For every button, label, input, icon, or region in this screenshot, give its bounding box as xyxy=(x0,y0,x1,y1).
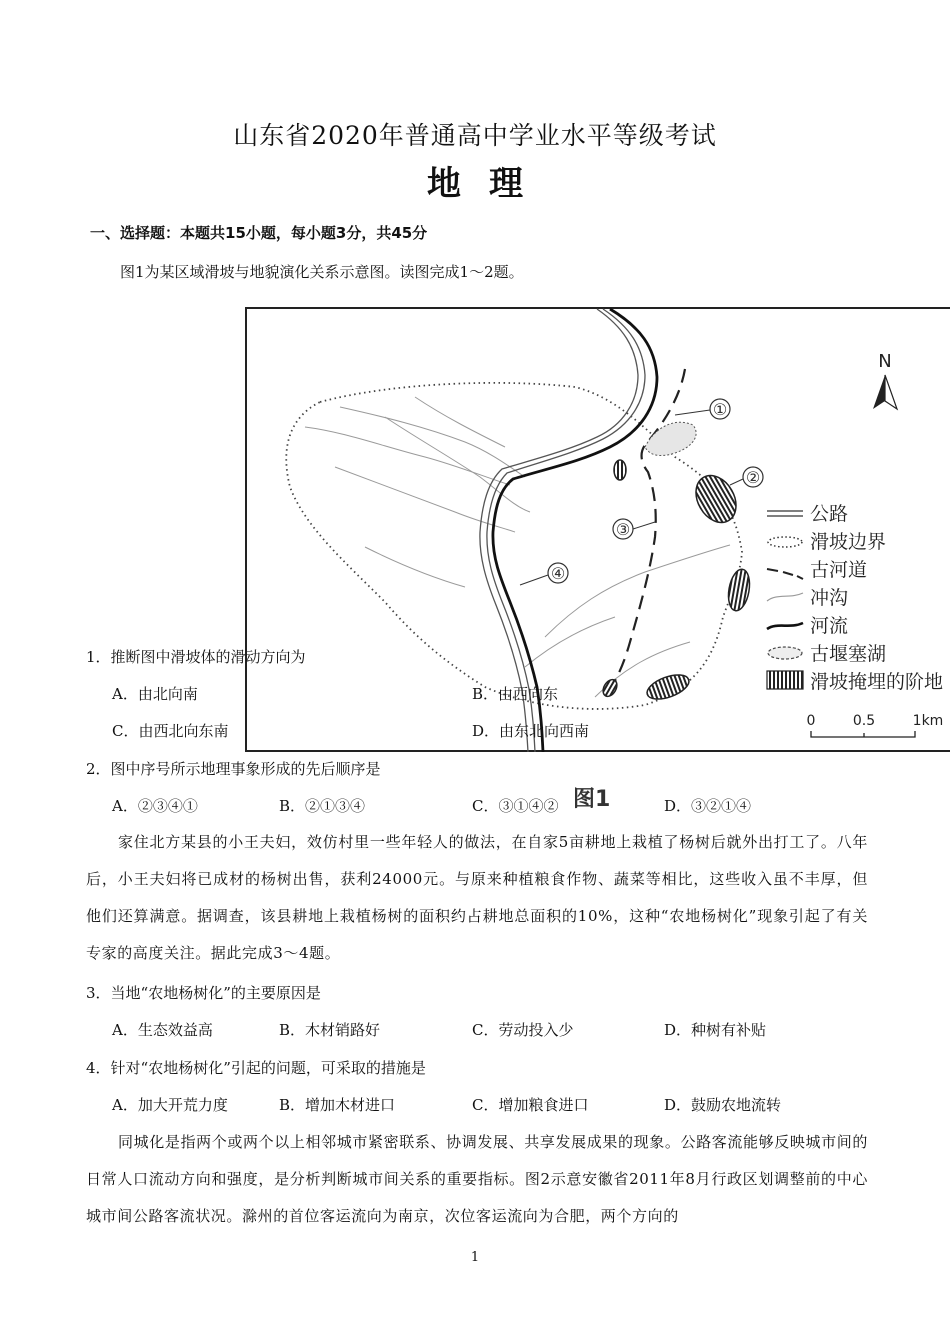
passage-urbanization-line2: 城市间的日常人口流动方向和强度，是分析判断城市间关系的重要指标。图2示意安徽省2011年8月行政 xyxy=(86,1133,868,1188)
q1-stem: 1．推断图中滑坡体的滑动方向为 xyxy=(86,648,306,666)
exam-title: 山东省2020年普通高中学业水平等级考试 xyxy=(233,121,717,150)
page-number: 1 xyxy=(470,1250,480,1265)
q4-stem: 4．针对“农地杨树化”引起的问题，可采取的措施是 xyxy=(86,1059,426,1077)
q2-stem: 2．图中序号所示地理事象形成的先后顺序是 xyxy=(86,760,381,778)
figure1-intro: 图1为某区域滑坡与地貌演化关系示意图。读图完成1～2题。 xyxy=(120,263,524,281)
svg-text:滑坡掩埋的阶地: 滑坡掩埋的阶地 xyxy=(810,671,944,693)
q2-option-b[interactable]: B．②①③④ xyxy=(279,797,366,815)
svg-text:1km: 1km xyxy=(912,713,944,729)
q1-option-d[interactable]: D．由东北向西南 xyxy=(472,722,590,740)
figure1-caption: 图1 xyxy=(573,787,611,812)
passage-urbanization-line1: 同城化是指两个或两个以上相邻城市紧密联系、协调发展、共享发展成果的现象。公路客流能够反映 xyxy=(118,1133,806,1151)
q3-option-c[interactable]: C．劳动投入少 xyxy=(472,1021,574,1039)
subject-title: 地理 xyxy=(427,164,551,204)
q3-option-a[interactable]: A．生态效益高 xyxy=(112,1021,213,1039)
figure1-map xyxy=(245,307,950,752)
q3-option-b[interactable]: B．木材销路好 xyxy=(279,1021,381,1039)
q2-option-d[interactable]: D．③②①④ xyxy=(664,797,752,815)
svg-text:②: ② xyxy=(745,468,761,487)
svg-text:公路: 公路 xyxy=(810,503,849,525)
svg-text:①: ① xyxy=(712,400,728,419)
svg-text:0: 0 xyxy=(806,713,816,729)
q2-option-a[interactable]: A．②③④① xyxy=(112,797,198,815)
svg-text:0.5: 0.5 xyxy=(852,713,876,729)
q1-option-b[interactable]: B．由西向东 xyxy=(472,685,559,703)
passage-poplar xyxy=(86,824,868,972)
q2-option-c[interactable]: C．③①④② xyxy=(472,797,559,815)
q4-option-d[interactable]: D．鼓励农地流转 xyxy=(664,1096,782,1114)
q4-option-c[interactable]: C．增加粮食进口 xyxy=(472,1096,589,1114)
svg-text:古堰塞湖: 古堰塞湖 xyxy=(810,643,887,665)
svg-text:滑坡边界: 滑坡边界 xyxy=(810,531,887,553)
q1-option-c[interactable]: C．由西北向东南 xyxy=(112,722,229,740)
q3-option-d[interactable]: D．种树有补贴 xyxy=(664,1021,767,1039)
passage-poplar-line1: 家住北方某县的小王夫妇，效仿村里一些年轻人的做法，在自家5亩耕地上栽植了杨树后就外出打工 xyxy=(118,833,806,851)
section-heading: 一、选择题：本题共15小题，每小题3分，共45分 xyxy=(90,224,428,242)
q4-option-a[interactable]: A．加大开荒力度 xyxy=(112,1096,228,1114)
svg-text:③: ③ xyxy=(615,520,631,539)
q3-stem: 3．当地“农地杨树化”的主要原因是 xyxy=(86,984,321,1002)
passage-poplar-line4: 杨树化”现象引起了有关专家的高度关注。据此完成3～4题。 xyxy=(86,907,868,962)
passage-poplar-line3: 入虽不丰厚，但他们还算满意。据调查，该县耕地上栽植杨树的面积约占耕地总面积的10%，这种“农地 xyxy=(86,870,868,925)
q1-option-a[interactable]: A．由北向南 xyxy=(112,685,198,703)
svg-text:河流: 河流 xyxy=(810,615,849,637)
svg-text:古河道: 古河道 xyxy=(810,559,868,581)
svg-text:冲沟: 冲沟 xyxy=(810,587,849,609)
passage-urbanization-line3: 区划调整前的中心城市间公路客流状况。滁州的首位客运流向为南京，次位客运流向为合肥，两个方向的 xyxy=(86,1170,868,1225)
passage-poplar-line2: 了。八年后，小王夫妇将已成材的杨树出售，获利24000元。与原来种植粮食作物、蔬菜等相比，这些收 xyxy=(86,833,868,888)
passage-urbanization xyxy=(86,1124,868,1235)
q4-option-b[interactable]: B．增加木材进口 xyxy=(279,1096,396,1114)
svg-text:④: ④ xyxy=(550,564,566,583)
svg-text:N: N xyxy=(878,351,892,372)
